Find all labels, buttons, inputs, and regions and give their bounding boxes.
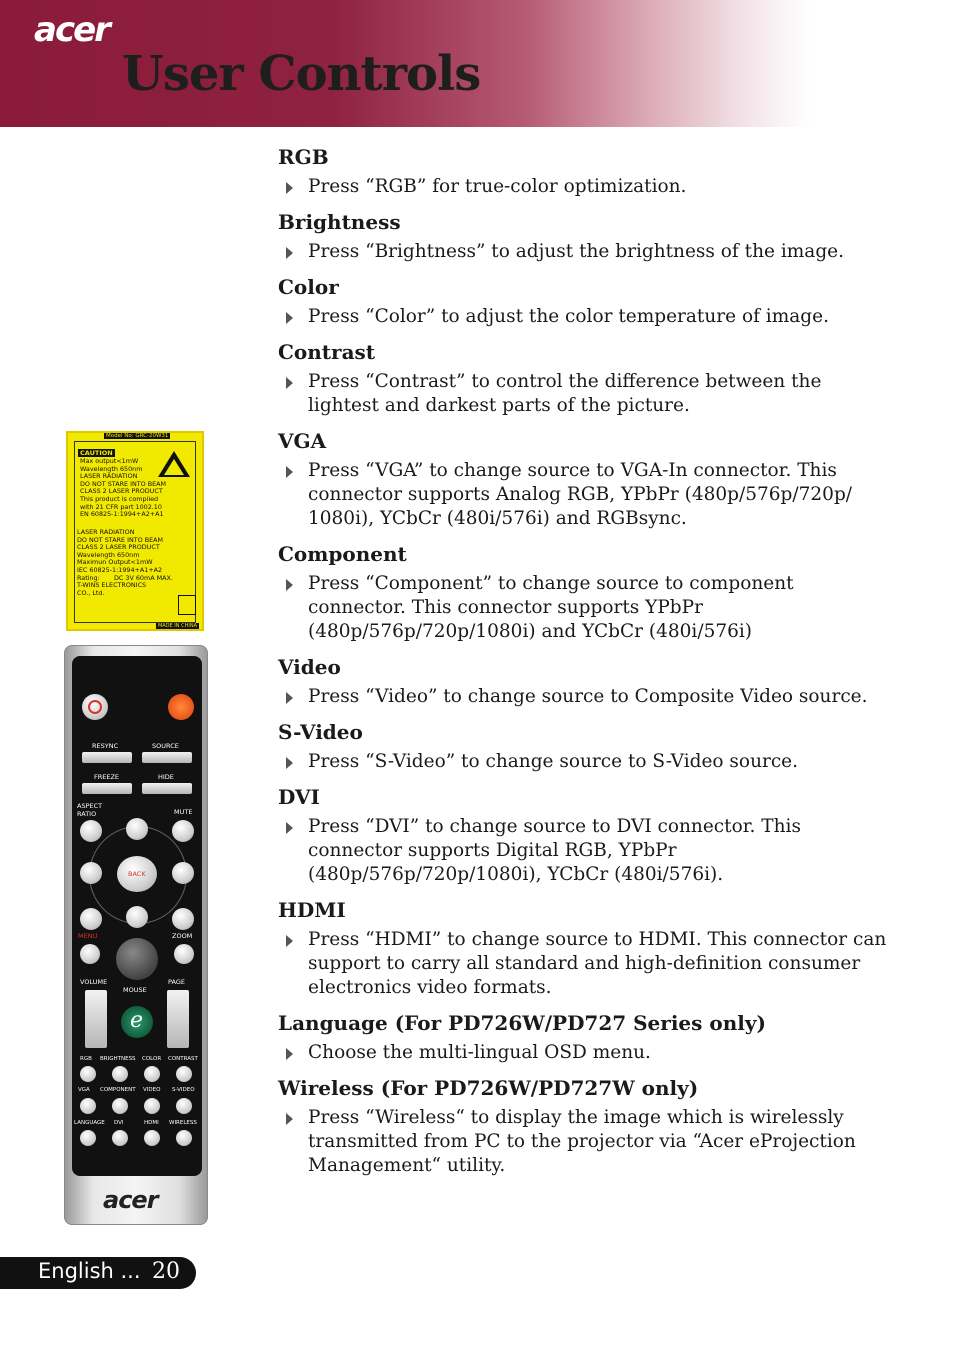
left-button[interactable] bbox=[80, 862, 102, 884]
item-text: Press “Brightness” to adjust the brightness of the image. bbox=[308, 241, 844, 262]
rgb-label: RGB bbox=[80, 1056, 92, 1062]
item-text: Press “Video” to change source to Composite Video source. bbox=[308, 686, 868, 707]
zoom-label: ZOOM bbox=[172, 932, 193, 940]
section-title: Contrast bbox=[278, 340, 376, 364]
control-section bbox=[278, 339, 888, 418]
wireless-label: WIRELESS bbox=[169, 1120, 197, 1126]
component-label: COMPONENT bbox=[100, 1087, 136, 1093]
section-title: Wireless (For PD726W/PD727W only) bbox=[278, 1076, 699, 1100]
hdmi-button[interactable] bbox=[144, 1130, 160, 1146]
e-key-icon: e bbox=[130, 1008, 144, 1033]
control-section bbox=[278, 654, 888, 709]
brightness-button[interactable] bbox=[112, 1066, 128, 1082]
component-button[interactable] bbox=[112, 1098, 128, 1114]
section-item bbox=[278, 928, 888, 1000]
triangle-bullet-icon bbox=[286, 757, 293, 769]
section-item bbox=[278, 815, 888, 887]
section-title: VGA bbox=[278, 429, 327, 453]
triangle-bullet-icon bbox=[286, 822, 293, 834]
section-item bbox=[278, 240, 888, 264]
mute-button[interactable] bbox=[172, 820, 194, 842]
remote-control bbox=[64, 645, 208, 1225]
hide-label: HIDE bbox=[158, 773, 174, 781]
language-label: LANGUAGE bbox=[74, 1120, 105, 1126]
laser-button[interactable] bbox=[168, 694, 194, 720]
mouse-left-button[interactable] bbox=[80, 944, 100, 964]
volume-rocker[interactable] bbox=[85, 990, 107, 1048]
menu-button[interactable] bbox=[80, 908, 102, 930]
triangle-bullet-icon bbox=[286, 377, 293, 389]
laser-warning-label bbox=[66, 431, 204, 631]
right-button[interactable] bbox=[172, 862, 194, 884]
control-section bbox=[278, 719, 888, 774]
item-text: Press “HDMI” to change source to HDMI. This connector can support to carry all standard and high-definition consumer electronics video formats. bbox=[308, 929, 887, 998]
section-item bbox=[278, 750, 888, 774]
triangle-bullet-icon bbox=[286, 1113, 293, 1125]
freeze-button[interactable] bbox=[82, 783, 132, 794]
triangle-bullet-icon bbox=[286, 247, 293, 259]
section-title: Brightness bbox=[278, 210, 401, 234]
laser-warning-icon-inner bbox=[164, 459, 184, 475]
label-model: Model No: GRC-20W31 bbox=[106, 433, 169, 439]
item-text: Choose the multi-lingual OSD menu. bbox=[308, 1042, 651, 1063]
triangle-bullet-icon bbox=[286, 935, 293, 947]
keystone-down-button[interactable] bbox=[126, 906, 148, 928]
control-section bbox=[278, 897, 888, 1000]
item-text: Press “S-Video” to change source to S-Video source. bbox=[308, 751, 799, 772]
hide-button[interactable] bbox=[142, 783, 192, 794]
aspect-label: ASPECT RATIO bbox=[77, 802, 103, 818]
source-button[interactable] bbox=[142, 752, 192, 763]
item-text: Press “RGB” for true-color optimization. bbox=[308, 176, 687, 197]
page-number: 20 bbox=[152, 1259, 180, 1284]
label-text-1: Max output<1mW Wavelength 650nm LASER RADIATION DO NOT STARE INTO BEAM CLASS 2 LASER PRODUCT This product is complied with 21 CFR part 1002.10 EN 60825-1:1994+A2+A1 bbox=[80, 457, 167, 519]
item-text: Press “VGA” to change source to VGA-In connector. This connector supports Analog RGB, YPbPr (480p/576p/720p/ 1080i), YCbCr (480i/576i) and RGBsync. bbox=[308, 460, 853, 529]
wireless-button[interactable] bbox=[176, 1130, 192, 1146]
triangle-bullet-icon bbox=[286, 312, 293, 324]
dvi-label: DVI bbox=[114, 1120, 124, 1126]
rgb-button[interactable] bbox=[80, 1066, 96, 1082]
page-footer bbox=[0, 1257, 196, 1289]
keystone-up-button[interactable] bbox=[126, 818, 148, 840]
footer-language: English ... bbox=[38, 1259, 141, 1283]
section-title: RGB bbox=[278, 145, 329, 169]
section-title: HDMI bbox=[278, 898, 346, 922]
remote-face bbox=[72, 656, 202, 1176]
back-label: BACK bbox=[128, 870, 146, 878]
power-button[interactable] bbox=[82, 694, 108, 720]
hdmi-label: HDMI bbox=[144, 1120, 159, 1126]
section-title: Language (For PD726W/PD727 Series only) bbox=[278, 1011, 766, 1035]
control-section bbox=[278, 541, 888, 644]
zoom-button[interactable] bbox=[172, 908, 194, 930]
item-text: Press “Color” to adjust the color temperature of image. bbox=[308, 306, 829, 327]
menu-label: MENU bbox=[78, 932, 98, 940]
mouse-right-button[interactable] bbox=[174, 944, 194, 964]
item-text: Press “DVI” to change source to DVI connector. This connector supports Digital RGB, YPbPr (480p/576p/720p/1080i), YCbCr (480i/576i). bbox=[308, 816, 801, 885]
control-section bbox=[278, 428, 888, 531]
eprojection-button[interactable] bbox=[121, 1006, 153, 1038]
section-item bbox=[278, 1106, 888, 1178]
label-made-in: MADE IN CHINA bbox=[157, 623, 197, 629]
dvi-button[interactable] bbox=[112, 1130, 128, 1146]
control-section bbox=[278, 144, 888, 199]
section-title: Component bbox=[278, 542, 407, 566]
color-button[interactable] bbox=[144, 1066, 160, 1082]
mute-label: MUTE bbox=[174, 808, 193, 816]
section-title: DVI bbox=[278, 785, 320, 809]
controls-list bbox=[278, 144, 888, 1188]
section-item bbox=[278, 572, 888, 644]
aspect-ratio-button[interactable] bbox=[80, 820, 102, 842]
control-section bbox=[278, 1010, 888, 1065]
mouse-label: MOUSE bbox=[123, 986, 147, 994]
section-title: Video bbox=[278, 655, 341, 679]
svideo-button[interactable] bbox=[176, 1098, 192, 1114]
contrast-label: CONTRAST bbox=[168, 1056, 198, 1062]
acer-logo: acer bbox=[34, 10, 109, 50]
control-section bbox=[278, 1075, 888, 1178]
control-section bbox=[278, 274, 888, 329]
remote-acer-logo: acer bbox=[103, 1186, 158, 1214]
svideo-label: S-VIDEO bbox=[172, 1087, 195, 1093]
item-text: Press “Contrast” to control the difference between the lightest and darkest parts of the picture. bbox=[308, 371, 822, 416]
color-label: COLOR bbox=[142, 1056, 162, 1062]
triangle-bullet-icon bbox=[286, 466, 293, 478]
mouse-pad[interactable] bbox=[116, 938, 158, 980]
page-header bbox=[0, 0, 954, 127]
page-title: User Controls bbox=[122, 46, 481, 102]
label-text-2: LASER RADIATION DO NOT STARE INTO BEAM CLASS 2 LASER PRODUCT Wavelength 650nm Maximun Output<1mW IEC 60825-1:1994+A1+A2 Rating: DC 3V 60mA MAX. T-WINS ELECTRONICS CO., Ltd. bbox=[77, 528, 173, 597]
section-item bbox=[278, 1041, 888, 1065]
section-item bbox=[278, 459, 888, 531]
freeze-label: FREEZE bbox=[94, 773, 120, 781]
vga-label: VGA bbox=[78, 1087, 90, 1093]
section-item bbox=[278, 175, 888, 199]
page-rocker[interactable] bbox=[167, 990, 189, 1048]
section-item bbox=[278, 370, 888, 418]
triangle-bullet-icon bbox=[286, 692, 293, 704]
label-caution: CAUTION bbox=[80, 449, 113, 457]
volume-label: VOLUME bbox=[80, 978, 108, 986]
contrast-button[interactable] bbox=[176, 1066, 192, 1082]
item-text: Press “Wireless“ to display the image which is wirelessly transmitted from PC to the projector via “Acer eProjection Management“ utility. bbox=[308, 1107, 856, 1176]
video-button[interactable] bbox=[144, 1098, 160, 1114]
section-title: Color bbox=[278, 275, 339, 299]
resync-button[interactable] bbox=[82, 752, 132, 763]
section-item bbox=[278, 685, 888, 709]
brightness-label: BRIGHTNESS bbox=[100, 1056, 136, 1062]
item-text: Press “Component” to change source to component connector. This connector supports YPbPr (480p/576p/720p/1080i) and YCbCr (480i/576i) bbox=[308, 573, 794, 642]
section-title: S-Video bbox=[278, 720, 363, 744]
video-label: VIDEO bbox=[143, 1087, 161, 1093]
power-icon bbox=[88, 700, 102, 714]
page-label: PAGE bbox=[168, 978, 185, 986]
source-label: SOURCE bbox=[152, 742, 179, 750]
resync-label: RESYNC bbox=[92, 742, 119, 750]
language-button[interactable] bbox=[80, 1130, 96, 1146]
vga-button[interactable] bbox=[80, 1098, 96, 1114]
triangle-bullet-icon bbox=[286, 182, 293, 194]
back-button[interactable] bbox=[117, 856, 157, 892]
triangle-bullet-icon bbox=[286, 579, 293, 591]
weee-bin-icon bbox=[178, 595, 196, 615]
control-section bbox=[278, 209, 888, 264]
control-section bbox=[278, 784, 888, 887]
section-item bbox=[278, 305, 888, 329]
triangle-bullet-icon bbox=[286, 1048, 293, 1060]
